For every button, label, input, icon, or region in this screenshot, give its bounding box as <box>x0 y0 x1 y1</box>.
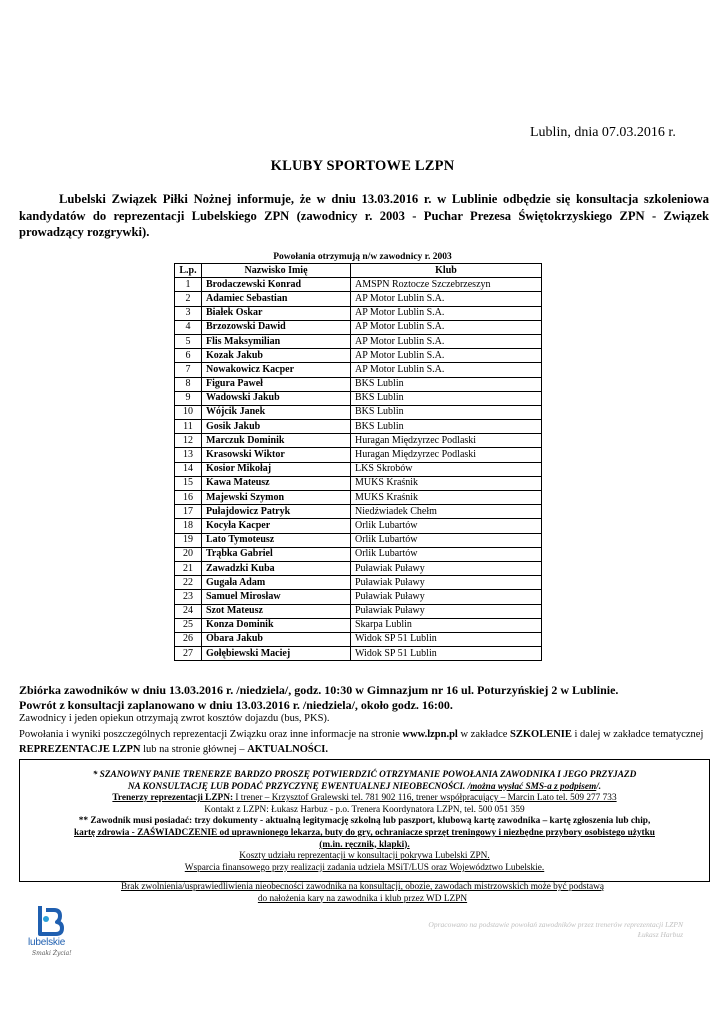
cell-club: BKS Lublin <box>351 391 542 405</box>
notice-box <box>19 759 710 882</box>
website-info-text: i dalej w zakładce tematycznej <box>571 729 704 740</box>
cell-club: Orlik Lubartów <box>351 519 542 533</box>
cell-lp: 22 <box>175 576 202 590</box>
cell-club: BKS Lublin <box>351 405 542 419</box>
cell-lp: 27 <box>175 647 202 661</box>
table-row <box>175 377 542 391</box>
cell-name: Flis Maksymilian <box>202 334 351 348</box>
cell-club: Widok SP 51 Lublin <box>351 647 542 661</box>
watermark-line-1: Opracowano na podstawie powołań zawodników przez trenerów reprezentacji LZPN <box>428 920 683 929</box>
table-row <box>175 561 542 575</box>
table-row <box>175 533 542 547</box>
cell-club: Huragan Międzyrzec Podlaski <box>351 448 542 462</box>
cell-lp: 10 <box>175 405 202 419</box>
players-table <box>174 263 542 661</box>
cell-lp: 11 <box>175 420 202 434</box>
table-row <box>175 278 542 292</box>
column-header-name: Nazwisko Imię <box>202 264 351 278</box>
notice-line-9: Wsparcia finansowego przy realizacji zadania udziela MSiT/LUS oraz Województwo Lubelskie. <box>184 862 545 873</box>
cell-club: AP Motor Lublin S.A. <box>351 349 542 363</box>
cell-name: Wójcik Janek <box>202 405 351 419</box>
cell-name: Kozak Jakub <box>202 349 351 363</box>
table-row <box>175 647 542 661</box>
cell-club: Orlik Lubartów <box>351 547 542 561</box>
lubelskie-logo <box>26 904 72 964</box>
cell-club: AMSPN Roztocze Szczebrzeszyn <box>351 278 542 292</box>
cell-club: Puławiak Puławy <box>351 561 542 575</box>
column-header-club: Klub <box>351 264 542 278</box>
cell-name: Krasowski Wiktor <box>202 448 351 462</box>
cell-club: Skarpa Lublin <box>351 618 542 632</box>
cell-name: Lato Tymoteusz <box>202 533 351 547</box>
cell-club: AP Motor Lublin S.A. <box>351 363 542 377</box>
cell-lp: 7 <box>175 363 202 377</box>
table-row <box>175 590 542 604</box>
cell-name: Gugała Adam <box>202 576 351 590</box>
szkolenie-tab-name: SZKOLENIE <box>510 729 572 740</box>
footer-note <box>0 882 725 905</box>
cell-lp: 4 <box>175 320 202 334</box>
document-date: Lublin, dnia 07.03.2016 r. <box>530 125 676 140</box>
table-header-row <box>175 264 542 278</box>
table-row <box>175 505 542 519</box>
table-row <box>175 576 542 590</box>
logo-tagline: Smaki Życia! <box>32 950 72 957</box>
players-table-body <box>175 278 542 661</box>
cell-name: Adamiec Sebastian <box>202 292 351 306</box>
cell-name: Nowakowicz Kacper <box>202 363 351 377</box>
table-row <box>175 349 542 363</box>
table-row <box>175 632 542 646</box>
footer-line-2: do nałożenia kary na zawodnika i klub przez WD LZPN <box>257 893 468 904</box>
cell-club: LKS Skrobów <box>351 462 542 476</box>
notice-line-4: Kontakt z LZPN: Łukasz Harbuz - p.o. Trenera Koordynatora LZPN, tel. 500 051 359 <box>204 804 525 815</box>
cell-lp: 18 <box>175 519 202 533</box>
table-row <box>175 519 542 533</box>
table-row <box>175 320 542 334</box>
table-row <box>175 547 542 561</box>
table-row <box>175 476 542 490</box>
meeting-return-info: Powrót z konsultacji zaplanowano w dniu 13.03.2016 r. /niedziela/, około godz. 16:00. <box>19 698 453 712</box>
cell-lp: 24 <box>175 604 202 618</box>
table-row <box>175 448 542 462</box>
cell-club: BKS Lublin <box>351 377 542 391</box>
cell-club: AP Motor Lublin S.A. <box>351 320 542 334</box>
table-row <box>175 306 542 320</box>
cell-name: Kosior Mikołaj <box>202 462 351 476</box>
cell-lp: 23 <box>175 590 202 604</box>
cell-name: Konza Dominik <box>202 618 351 632</box>
website-info <box>19 727 709 757</box>
cell-club: AP Motor Lublin S.A. <box>351 292 542 306</box>
cell-club: Puławiak Puławy <box>351 604 542 618</box>
cell-lp: 9 <box>175 391 202 405</box>
intro-paragraph: Lubelski Związek Piłki Nożnej informuje, że w dniu 13.03.2016 r. w Lublinie odbędzie się konsultacja szkoleniowa kandydatów do reprezentacji Lubelskiego ZPN (zawodnicy r. 2003 - Puchar Prezesa Świętokrzyskiego ZPN - Związek prowadzący rozgrywki). <box>19 192 709 239</box>
notice-line-2 <box>20 782 709 794</box>
notice-line-7: (m.in. ręcznik, klapki). <box>319 839 410 850</box>
table-caption: Powołania otrzymują n/w zawodnicy r. 2003 <box>273 252 452 262</box>
cell-club: BKS Lublin <box>351 420 542 434</box>
cell-club: Orlik Lubartów <box>351 533 542 547</box>
cell-name: Brzozowski Dawid <box>202 320 351 334</box>
cell-lp: 3 <box>175 306 202 320</box>
cell-name: Szot Mateusz <box>202 604 351 618</box>
cell-name: Gołębiewski Maciej <box>202 647 351 661</box>
coaches-label: Trenerzy reprezentacji LZPN: <box>112 793 234 804</box>
notice-line-2-text: NA KONSULTACJĘ LUB PODAĆ PRZYCZYNĘ EWENTUALNEJ NIEOBECNOŚCI. / <box>127 781 471 792</box>
notice-sms-note: można wysłać SMS-a z podpisem <box>470 781 597 792</box>
table-row <box>175 462 542 476</box>
footer-line-1: Brak zwolnienia/usprawiedliwienia nieobecności zawodnika na konsultacji, obozie, zawodach mistrzowskich może być podstawą <box>120 882 605 892</box>
website-info-text: w zakładce <box>457 729 511 740</box>
website-link[interactable]: www.lzpn.pl <box>402 729 458 740</box>
cell-name: Zawadzki Kuba <box>202 561 351 575</box>
cell-lp: 16 <box>175 491 202 505</box>
cell-club: AP Motor Lublin S.A. <box>351 334 542 348</box>
document-title: KLUBY SPORTOWE LZPN <box>270 158 455 174</box>
table-row <box>175 618 542 632</box>
cell-name: Białek Oskar <box>202 306 351 320</box>
cell-name: Obara Jakub <box>202 632 351 646</box>
cell-name: Trąbka Gabriel <box>202 547 351 561</box>
table-row <box>175 604 542 618</box>
aktualnosci-tab-name: AKTUALNOŚCI. <box>247 744 328 755</box>
cell-lp: 26 <box>175 632 202 646</box>
table-row <box>175 434 542 448</box>
cell-lp: 6 <box>175 349 202 363</box>
table-row <box>175 420 542 434</box>
cell-lp: 13 <box>175 448 202 462</box>
watermark-line-2: Łukasz Harbuz <box>637 930 683 939</box>
table-row <box>175 391 542 405</box>
notice-line-2-end: /. <box>596 781 602 792</box>
table-row <box>175 363 542 377</box>
watermark-note <box>383 920 683 940</box>
notice-line-8: Koszty udziału reprezentacji w konsultacji pokrywa Lubelski ZPN. <box>239 851 490 862</box>
travel-refund-info: Zawodnicy i jeden opiekun otrzymają zwrot kosztów dojazdu (bus, PKS). <box>19 713 330 724</box>
cell-name: Kawa Mateusz <box>202 476 351 490</box>
cell-club: Niedźwiadek Chełm <box>351 505 542 519</box>
cell-name: Wadowski Jakub <box>202 391 351 405</box>
cell-lp: 17 <box>175 505 202 519</box>
cell-lp: 19 <box>175 533 202 547</box>
cell-lp: 14 <box>175 462 202 476</box>
notice-line-1: * SZANOWNY PANIE TRENERZE BARDZO PROSZĘ POTWIERDZIĆ OTRZYMANIE POWOŁANIA ZAWODNIKA I JEGO PRZYJAZD <box>92 770 637 780</box>
cell-club: Puławiak Puławy <box>351 590 542 604</box>
cell-club: AP Motor Lublin S.A. <box>351 306 542 320</box>
table-row <box>175 292 542 306</box>
website-info-text: lub na stronie głównej – <box>140 744 248 755</box>
cell-lp: 21 <box>175 561 202 575</box>
reprezentacje-tab-name: REPREZENTACJE LZPN <box>19 744 141 755</box>
table-row <box>175 334 542 348</box>
cell-club: Widok SP 51 Lublin <box>351 632 542 646</box>
cell-name: Figura Paweł <box>202 377 351 391</box>
cell-lp: 1 <box>175 278 202 292</box>
cell-lp: 20 <box>175 547 202 561</box>
cell-club: Puławiak Puławy <box>351 576 542 590</box>
table-row <box>175 491 542 505</box>
cell-club: MUKS Kraśnik <box>351 491 542 505</box>
cell-lp: 12 <box>175 434 202 448</box>
website-info-text: Powołania i wyniki poszczególnych reprezentacji Związku oraz inne informacje na stronie <box>19 729 403 740</box>
cell-lp: 8 <box>175 377 202 391</box>
cell-name: Gosik Jakub <box>202 420 351 434</box>
cell-club: MUKS Kraśnik <box>351 476 542 490</box>
cell-name: Samuel Mirosław <box>202 590 351 604</box>
cell-lp: 2 <box>175 292 202 306</box>
cell-name: Kocyła Kacper <box>202 519 351 533</box>
notice-line-3 <box>20 793 709 805</box>
cell-lp: 25 <box>175 618 202 632</box>
column-header-lp: L.p. <box>175 264 202 278</box>
coaches-contacts: I trener – Krzysztof Gralewski tel. 781 902 116, trener współpracujący – Marcin Lato tel. 509 277 733 <box>233 793 617 804</box>
cell-club: Huragan Międzyrzec Podlaski <box>351 434 542 448</box>
cell-name: Brodaczewski Konrad <box>202 278 351 292</box>
logo-text: lubelskie <box>28 937 66 948</box>
cell-lp: 5 <box>175 334 202 348</box>
cell-name: Pułajdowicz Patryk <box>202 505 351 519</box>
notice-line-5: ** Zawodnik musi posiadać: trzy dokumenty - aktualną legitymację szkolną lub paszport, klubową kartę zawodnika – kartę zgłoszenia lub chip, <box>78 816 651 827</box>
lubelskie-logo-icon <box>26 904 72 938</box>
meeting-gathering-info: Zbiórka zawodników w dniu 13.03.2016 r. /niedziela/, godz. 10:30 w Gimnazjum nr 16 ul. Poturzyńskiej 2 w Lublinie. <box>19 683 619 697</box>
notice-line-6: kartę zdrowia - ZAŚWIADCZENIE od uprawnionego lekarza, buty do gry, ochraniacze sprzęt treningowy i niezbędne przybory osobistego użytku <box>74 827 655 838</box>
table-row <box>175 405 542 419</box>
cell-lp: 15 <box>175 476 202 490</box>
cell-name: Majewski Szymon <box>202 491 351 505</box>
cell-name: Marczuk Dominik <box>202 434 351 448</box>
